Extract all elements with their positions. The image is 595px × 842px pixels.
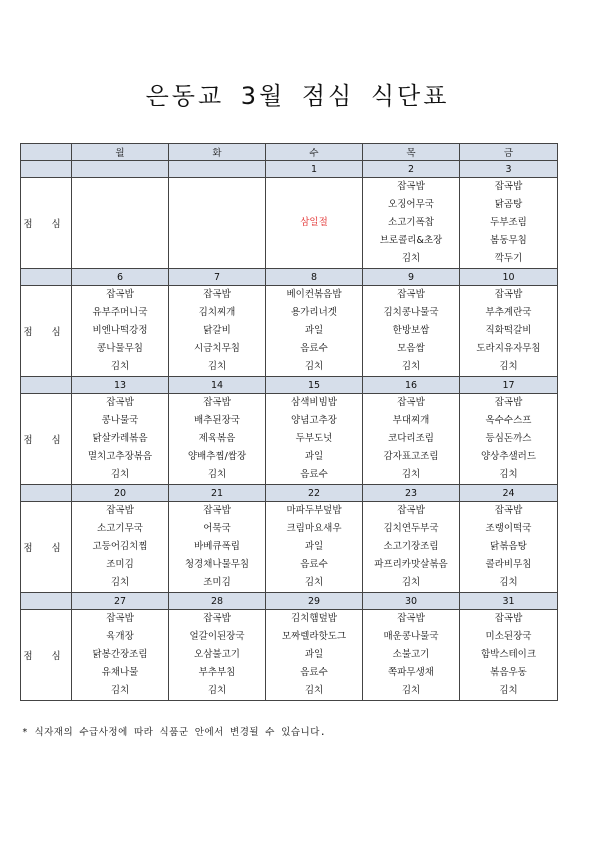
menu-item: 닭볶음탕	[490, 541, 527, 552]
menu-item: 김치	[401, 577, 421, 588]
menu-item: 부추부침	[198, 667, 236, 678]
menu-cell	[266, 286, 363, 377]
menu-item: 김치콩나물국	[383, 307, 439, 318]
menu-item: 양상추샐러드	[480, 451, 537, 462]
meal-row	[21, 178, 558, 269]
menu-item: 양배추찜/쌈장	[187, 451, 247, 462]
menu-item: 소고기무국	[97, 523, 143, 534]
menu-item: 마파두부덮밥	[286, 505, 342, 516]
menu-item: 배추된장국	[194, 415, 240, 426]
page-title: 은동교 3월 점심 식단표	[145, 82, 450, 110]
menu-item: 음료수	[300, 343, 328, 354]
menu-item: 잡곡밥	[106, 397, 134, 408]
menu-item: 조미김	[106, 559, 134, 570]
date-row-label	[21, 593, 72, 610]
menu-item: 베이컨볶음밥	[286, 289, 342, 300]
menu-cell	[460, 502, 558, 593]
menu-item: 잡곡밥	[494, 181, 523, 192]
menu-item: 한방보쌈	[392, 325, 430, 336]
menu-item: 잡곡밥	[106, 289, 134, 300]
menu-item: 김치	[110, 577, 130, 588]
menu-item: 김치	[401, 361, 421, 372]
menu-item: 소고기장조림	[383, 541, 439, 552]
date-cell: 29	[266, 593, 363, 610]
date-cell: 28	[169, 593, 266, 610]
menu-item: 잡곡밥	[203, 505, 231, 516]
menu-item: 콩나물국	[101, 415, 139, 426]
date-cell: 10	[460, 269, 558, 286]
menu-item: 제육볶음	[198, 433, 236, 444]
date-row	[21, 377, 558, 394]
meal-label: 점 심	[21, 502, 72, 593]
menu-cell	[72, 286, 169, 377]
menu-cell	[72, 502, 169, 593]
menu-cell	[266, 502, 363, 593]
menu-item: 김치	[110, 361, 130, 372]
menu-item: 봄동무침	[490, 235, 527, 246]
date-cell: 27	[72, 593, 169, 610]
menu-item: 잡곡밥	[494, 289, 523, 300]
menu-item: 김치	[401, 685, 421, 696]
menu-item: 닭봉간장조림	[92, 649, 148, 660]
menu-item: 과일	[304, 451, 324, 462]
menu-item: 등심돈까스	[485, 433, 532, 444]
date-cell	[169, 161, 266, 178]
date-cell: 2	[363, 161, 460, 178]
meal-label: 점 심	[21, 610, 72, 701]
menu-item: 오징어무국	[388, 199, 434, 210]
date-cell: 23	[363, 485, 460, 502]
meal-row	[21, 610, 558, 701]
menu-item: 볶음우동	[490, 667, 527, 678]
menu-cell	[460, 610, 558, 701]
menu-cell	[169, 286, 266, 377]
menu-cell	[72, 178, 169, 269]
menu-item: 김치	[110, 469, 130, 480]
menu-cell	[169, 178, 266, 269]
menu-item: 옥수수스프	[485, 415, 532, 426]
menu-item: 김치	[499, 685, 518, 696]
menu-item: 잡곡밥	[397, 397, 425, 408]
menu-item: 콩나물무침	[97, 343, 143, 354]
menu-cell	[460, 394, 558, 485]
menu-item: 깍두기	[494, 253, 523, 264]
date-cell	[72, 161, 169, 178]
menu-item: 닭살카레볶음	[92, 433, 148, 444]
date-cell: 8	[266, 269, 363, 286]
date-row-label	[21, 485, 72, 502]
menu-item: 조랭이떡국	[485, 523, 532, 534]
meal-label: 점 심	[21, 178, 72, 269]
menu-cell	[266, 610, 363, 701]
menu-item: 김치	[401, 469, 421, 480]
menu-item: 오삼불고기	[194, 649, 240, 660]
date-cell: 31	[460, 593, 558, 610]
menu-item: 코다리조림	[388, 433, 434, 444]
menu-item: 김치	[304, 577, 324, 588]
menu-item: 얼갈이된장국	[189, 631, 245, 642]
menu-item: 잡곡밥	[397, 289, 425, 300]
menu-item: 잡곡밥	[397, 181, 425, 192]
menu-cell	[460, 178, 558, 269]
menu-item: 김치	[499, 469, 518, 480]
menu-cell	[363, 286, 460, 377]
menu-item: 음료수	[300, 667, 328, 678]
menu-item: 소고기폭찹	[388, 217, 434, 228]
menu-item: 조미김	[203, 577, 231, 588]
menu-item: 김치	[499, 577, 518, 588]
menu-cell	[169, 502, 266, 593]
menu-item: 김치햄덮밥	[291, 613, 337, 624]
menu-item: 양념고추장	[291, 415, 337, 426]
date-row-label	[21, 161, 72, 178]
menu-item: 잡곡밥	[203, 613, 231, 624]
day-header: 수	[266, 144, 363, 161]
meal-label: 점 심	[21, 286, 72, 377]
menu-item: 김치	[110, 685, 130, 696]
meal-row	[21, 394, 558, 485]
date-cell: 7	[169, 269, 266, 286]
date-row-label	[21, 377, 72, 394]
menu-cell	[266, 178, 363, 269]
menu-cell	[363, 610, 460, 701]
date-cell: 16	[363, 377, 460, 394]
menu-cell	[72, 610, 169, 701]
holiday-label: 삼일절	[300, 217, 328, 228]
day-header: 화	[169, 144, 266, 161]
menu-cell	[169, 394, 266, 485]
menu-item: 브로콜리&초장	[379, 235, 443, 246]
menu-item: 콜라비무침	[485, 559, 532, 570]
menu-item: 소불고기	[392, 649, 430, 660]
menu-item: 시금치무침	[194, 343, 240, 354]
menu-item: 두부조림	[490, 217, 527, 228]
menu-item: 부추계란국	[485, 307, 532, 318]
menu-cell	[363, 178, 460, 269]
menu-cell	[72, 394, 169, 485]
meal-label: 점 심	[21, 394, 72, 485]
menu-item: 잡곡밥	[106, 505, 134, 516]
menu-item: 과일	[304, 541, 324, 552]
menu-body	[21, 161, 558, 701]
day-header: 목	[363, 144, 460, 161]
date-row	[21, 161, 558, 178]
date-row-label	[21, 269, 72, 286]
menu-item: 파프리카맛살볶음	[374, 559, 448, 570]
menu-item: 청경채나물무침	[184, 559, 250, 570]
menu-item: 모짜렐라핫도그	[281, 631, 347, 642]
menu-item: 크림마요새우	[286, 523, 342, 534]
menu-item: 매운콩나물국	[383, 631, 439, 642]
menu-item: 잡곡밥	[203, 289, 231, 300]
menu-item: 두부도넛	[295, 433, 333, 444]
menu-item: 잡곡밥	[494, 505, 523, 516]
date-cell: 24	[460, 485, 558, 502]
date-cell: 17	[460, 377, 558, 394]
menu-cell	[169, 610, 266, 701]
footnote: * 식자재의 수급사정에 따라 식품군 안에서 변경될 수 있습니다.	[22, 727, 327, 738]
menu-item: 잡곡밥	[106, 613, 134, 624]
date-row	[21, 485, 558, 502]
date-cell: 6	[72, 269, 169, 286]
date-cell: 1	[266, 161, 363, 178]
date-cell: 13	[72, 377, 169, 394]
menu-item: 직화떡갈비	[485, 325, 532, 336]
menu-item: 김치	[401, 253, 421, 264]
menu-item: 함박스테이크	[480, 649, 537, 660]
menu-cell	[363, 394, 460, 485]
menu-item: 잡곡밥	[203, 397, 231, 408]
date-cell: 9	[363, 269, 460, 286]
date-cell: 3	[460, 161, 558, 178]
menu-item: 음료수	[300, 559, 328, 570]
date-cell: 21	[169, 485, 266, 502]
date-row	[21, 593, 558, 610]
menu-item: 음료수	[300, 469, 328, 480]
date-cell: 15	[266, 377, 363, 394]
menu-item: 닭갈비	[203, 325, 231, 336]
menu-item: 바베큐폭립	[194, 541, 240, 552]
day-header: 금	[460, 144, 558, 161]
date-cell: 30	[363, 593, 460, 610]
menu-item: 닭곰탕	[494, 199, 523, 210]
menu-item: 도라지유자무침	[476, 343, 541, 354]
menu-item: 잡곡밥	[494, 613, 523, 624]
menu-item: 어묵국	[203, 523, 231, 534]
day-header: 월	[72, 144, 169, 161]
menu-item: 부대찌개	[392, 415, 430, 426]
menu-item: 잡곡밥	[494, 397, 523, 408]
menu-item: 비엔나떡강정	[92, 325, 148, 336]
date-row	[21, 269, 558, 286]
menu-item: 미소된장국	[485, 631, 532, 642]
menu-item: 모음쌈	[397, 343, 425, 354]
meal-row	[21, 502, 558, 593]
corner-cell	[21, 144, 72, 161]
menu-item: 용가리너겟	[291, 307, 337, 318]
menu-item: 김치	[304, 685, 324, 696]
menu-item: 유부주머니국	[92, 307, 148, 318]
menu-item: 잡곡밥	[397, 613, 425, 624]
menu-item: 잡곡밥	[397, 505, 425, 516]
menu-item: 과일	[304, 649, 324, 660]
menu-item: 김치	[207, 469, 227, 480]
menu-item: 육개장	[106, 631, 134, 642]
date-cell: 22	[266, 485, 363, 502]
menu-item: 과일	[304, 325, 324, 336]
menu-item: 김치	[207, 685, 227, 696]
menu-cell	[266, 394, 363, 485]
menu-cell	[460, 286, 558, 377]
lunch-menu-table	[20, 143, 558, 701]
menu-item: 김치	[207, 361, 227, 372]
menu-item: 삼색비빔밥	[291, 397, 337, 408]
meal-row	[21, 286, 558, 377]
weekday-header-row	[21, 144, 558, 161]
date-cell: 14	[169, 377, 266, 394]
date-cell: 20	[72, 485, 169, 502]
menu-item: 멸치고추장볶음	[87, 451, 153, 462]
menu-item: 김치	[499, 361, 518, 372]
menu-item: 쪽파무생채	[388, 667, 434, 678]
menu-cell	[363, 502, 460, 593]
menu-item: 감자표고조림	[383, 451, 439, 462]
menu-item: 고등어김치찜	[92, 541, 148, 552]
menu-item: 김치	[304, 361, 324, 372]
menu-item: 김치찌개	[198, 307, 236, 318]
menu-item: 유채나물	[101, 667, 139, 678]
menu-item: 김치연두부국	[383, 523, 439, 534]
